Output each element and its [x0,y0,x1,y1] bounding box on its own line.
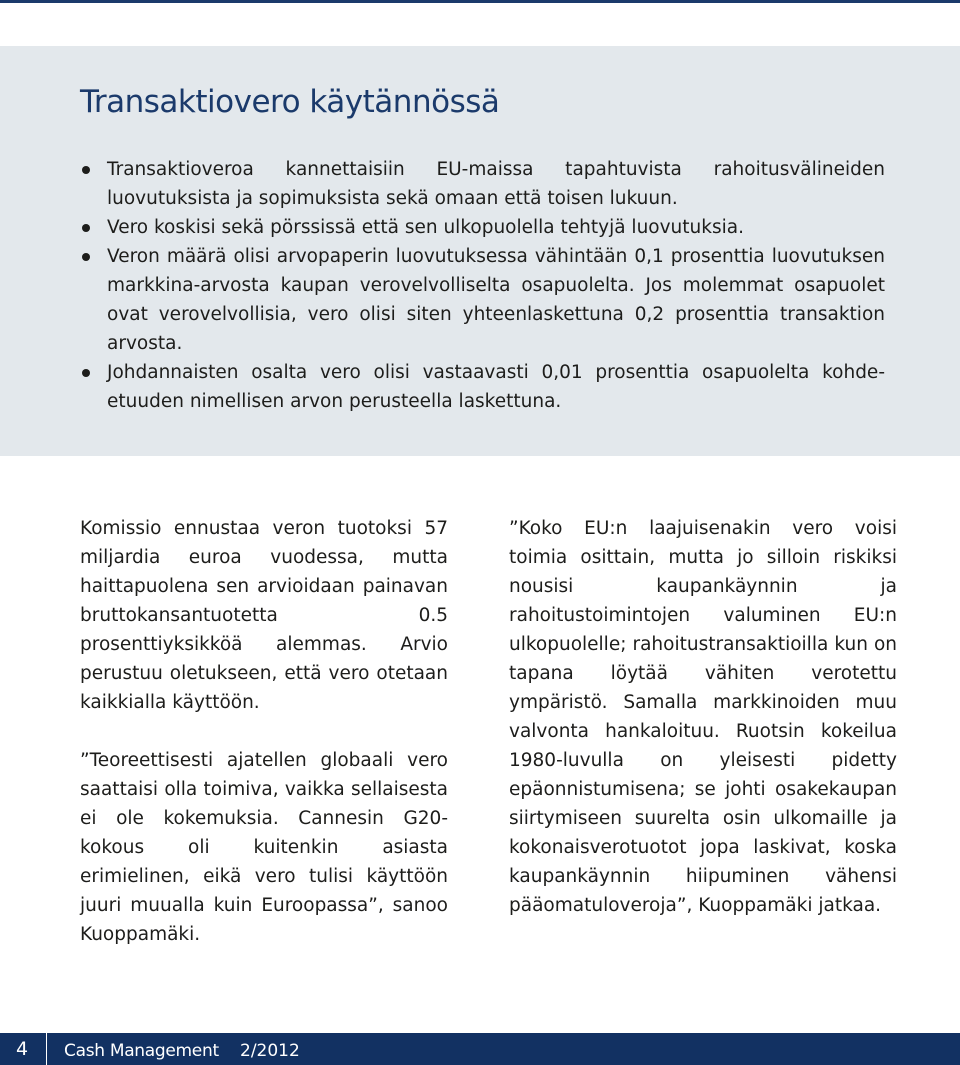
page-footer [0,1033,960,1065]
article-paragraph: ”Teoreettisesti ajatellen globaali vero saattaisi olla toimiva, vaikka sellaisesta ei ole kokemuksia. Cannesin G20- kokous oli kuitenkin asiasta erimielinen, eikä vero tulisi käyttöön juuri muualla kuin Euroopassa”, sanoo Kuoppamäki. [80,750,448,945]
article-left-column [80,514,448,978]
bullet-item [80,213,885,242]
article-right-column [509,514,897,949]
article-paragraph: ”Koko EU:n laajuisenakin vero voisi toimia osittain, mutta jo silloin riskiksi nousisi kaupankäynnin ja rahoitustoimintojen valuminen EU:n ulkopuolelle; rahoitustransaktioilla kun on tapana löytää vähiten verotettu ympäristö. Samalla markkinoiden muu valvonta hankaloituu. Ruotsin kokeilua 1980-luvulla on yleisesti pidetty epäonnistumisena; se johti osakekaupan siirtymiseen suurelta osin ulkomaille ja kokonaisverotuotot jopa laskivat, koska kaupankäynnin hiipuminen vähensi pääomatuloveroja”, Kuoppamäki jatkaa. [509,518,897,916]
publication-name: Cash Management [64,1041,219,1061]
fact-box-bullet-list [80,155,885,416]
bullet-dot-icon [82,253,90,261]
bullet-item [80,155,885,213]
top-rule [0,0,960,3]
bullet-text: Veron määrä olisi arvopaperin luovutuksessa vähintään 0,1 prosenttia luovutuksen markkina-arvosta kaupan verovelvolliselta osapuolelta. Jos molemmat osapuolet ovat verovelvollisia, vero olisi siten yhteenlaskettuna 0,2 prosenttia transaktion arvosta. [107,246,885,354]
footer-divider [46,1033,47,1065]
bullet-text: Vero koskisi sekä pörssissä että sen ulkopuolella tehtyjä luovutuksia. [107,217,744,238]
bullet-dot-icon [82,166,90,174]
bullet-dot-icon [82,224,90,232]
fact-box-title: Transaktiovero käytännössä [80,84,500,120]
bullet-item [80,242,885,358]
bullet-text: Johdannaisten osalta vero olisi vastaavasti 0,01 prosenttia osapuolelta kohde-etuuden nimellisen arvon perusteella laskettuna. [107,362,885,412]
bullet-text: Transaktioveroa kannettaisiin EU-maissa tapahtuvista rahoitusvälineiden luovutuksista ja sopimuksista sekä omaan että toisen lukuun. [107,159,885,209]
issue-number: 2/2012 [240,1041,300,1061]
page-number: 4 [16,1038,29,1060]
bullet-dot-icon [82,369,90,377]
article-paragraph: Komissio ennustaa veron tuotoksi 57 miljardia euroa vuodessa, mutta haittapuolena sen arvioidaan painavan bruttokansantuotetta 0.5 prosenttiyksikköä alemmas. Arvio perustuu oletukseen, että vero otetaan kaikkialla käyttöön. [80,518,448,713]
bullet-item [80,358,885,416]
